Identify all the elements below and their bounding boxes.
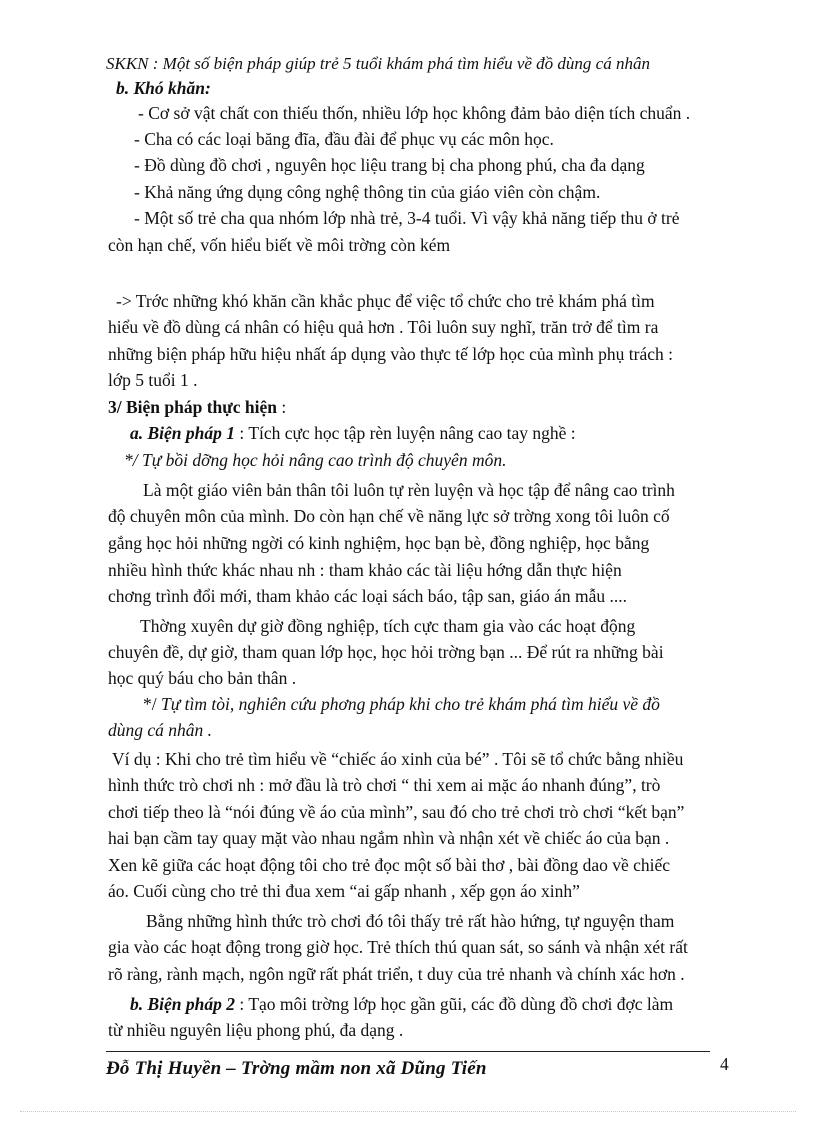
paragraph-line: hai bạn cầm tay quay mặt vào nhau ngắm nhìn và nhận xét về chiếc áo của bạn . — [108, 828, 670, 848]
paragraph-line: Bằng những hình thức trò chơi đó tôi thấy trẻ rất hào hứng, tự nguyện tham — [146, 911, 675, 931]
difficulties-heading: b. Khó khăn: — [116, 78, 211, 98]
footer-rule — [106, 1051, 710, 1052]
measure-2 — [130, 992, 673, 1016]
conclusion-line: -> Trớc những khó khăn cần khắc phục để việc tổ chức cho trẻ khám phá tìm — [116, 291, 655, 311]
paragraph-line: Là một giáo viên bản thân tôi luôn tự rèn luyện và học tập để nâng cao trình — [143, 480, 675, 500]
measure-1-text: : Tích cực học tập rèn luyện nâng cao tay nghề : — [235, 423, 576, 443]
subheading-self-study: */ Tự bồi dỡng học hỏi nâng cao trình độ chuyên môn. — [124, 450, 507, 470]
paragraph-line: chuyên đề, dự giờ, tham quan lớp học, học hỏi trờng bạn ... Để rút ra những bài — [108, 642, 664, 662]
conclusion-line: hiểu về đồ dùng cá nhân có hiệu quả hơn . Tôi luôn suy nghĩ, trăn trở để tìm ra — [108, 317, 659, 337]
paragraph-line: từ nhiều nguyên liệu phong phú, đa dạng . — [108, 1020, 404, 1040]
paragraph-line: Xen kẽ giữa các hoạt động tôi cho trẻ đọc một số bài thơ , bài đồng dao về chiếc — [108, 855, 671, 875]
difficulty-item: - Khả năng ứng dụng công nghệ thông tin của giáo viên còn chậm. — [134, 182, 601, 202]
difficulty-item: - Cơ sở vật chất con thiếu thốn, nhiều lớp học không đảm bảo diện tích chuẩn . — [138, 103, 691, 123]
paragraph-line: chơi tiếp theo là “nói đúng về áo của mình”, sau đó cho trẻ chơi trò chơi “kết bạn” — [108, 802, 685, 822]
paragraph-line: học quý báu cho bản thân . — [108, 668, 297, 688]
paragraph-line: nhiều hình thức khác nhau nh : tham khảo các tài liệu hớng dẫn thực hiện — [108, 560, 622, 580]
paragraph-line: gia vào các hoạt động trong giờ học. Trẻ thích thú quan sát, so sánh và nhận xét rất — [108, 937, 688, 957]
paragraph-line: hình thức trò chơi nh : mở đầu là trò chơi “ thi xem ai mặc áo nhanh đúng”, trò — [108, 775, 661, 795]
conclusion-line: những biện pháp hữu hiệu nhất áp dụng vào thực tế lớp học của mình phụ trách : — [108, 344, 674, 364]
paragraph-line: áo. Cuối cùng cho trẻ thi đua xem “ai gấp nhanh , xếp gọn áo xinh” — [108, 881, 580, 901]
subheading-research-text: Tự tìm tòi, nghiên cứu phơng pháp khi cho trẻ khám phá tìm hiểu về đồ — [161, 694, 660, 714]
paragraph-line: rõ ràng, rành mạch, ngôn ngữ rất phát triển, t duy của trẻ nhanh và chính xác hơn . — [108, 964, 685, 984]
paragraph-line: độ chuyên môn của mình. Do còn hạn chế về năng lực sở trờng xong tôi luôn cố — [108, 506, 670, 526]
difficulty-item: còn hạn chế, vốn hiểu biết về môi trờng còn kém — [108, 235, 451, 255]
section-number: 3/ — [108, 397, 126, 417]
measure-2-text: : Tạo môi trờng lớp học gần gũi, các đồ dùng đồ chơi đợc làm — [235, 994, 674, 1014]
page-bottom-border — [20, 1111, 796, 1112]
document-header: SKKN : Một số biện pháp giúp trẻ 5 tuổi khám phá tìm hiểu về đồ dùng cá nhân — [106, 54, 650, 73]
difficulty-item: - Một số trẻ cha qua nhóm lớp nhà trẻ, 3-4 tuổi. Vì vậy khả năng tiếp thu ở trẻ — [134, 208, 680, 228]
paragraph-line: Ví dụ : Khi cho trẻ tìm hiểu về “chiếc áo xinh của bé” . Tôi sẽ tổ chức bằng nhiều — [112, 749, 684, 769]
paragraph-line: chơng trình đổi mới, tham khảo các loại sách báo, tập san, giáo án mẫu .... — [108, 586, 628, 606]
subheading-research — [143, 692, 660, 716]
section-heading — [108, 395, 286, 419]
subheading-research-lead: */ — [143, 694, 161, 714]
page-number: 4 — [720, 1054, 729, 1074]
footer-author: Đỗ Thị Huyền – Trờng mầm non xã Dũng Tiến — [106, 1058, 487, 1079]
difficulty-item: - Đồ dùng đồ chơi , nguyên học liệu trang bị cha phong phú, cha đa dạng — [134, 155, 645, 175]
paragraph-line: Thờng xuyên dự giờ đồng nghiệp, tích cực tham gia vào các hoạt động — [140, 616, 636, 636]
section-title-suffix: : — [277, 397, 287, 417]
difficulty-item: - Cha có các loại băng đĩa, đầu đài để phục vụ các môn học. — [134, 129, 554, 149]
section-title: Biện pháp thực hiện — [126, 397, 278, 417]
measure-1 — [130, 421, 576, 445]
paragraph-line: gắng học hỏi những ngời có kinh nghiệm, học bạn bè, đồng nghiệp, học bằng — [108, 533, 650, 553]
subheading-research-cont: dùng cá nhân . — [108, 720, 213, 740]
measure-2-label: b. Biện pháp 2 — [130, 994, 236, 1014]
conclusion-line: lớp 5 tuổi 1 . — [108, 370, 198, 390]
measure-1-label: a. Biện pháp 1 — [130, 423, 236, 443]
